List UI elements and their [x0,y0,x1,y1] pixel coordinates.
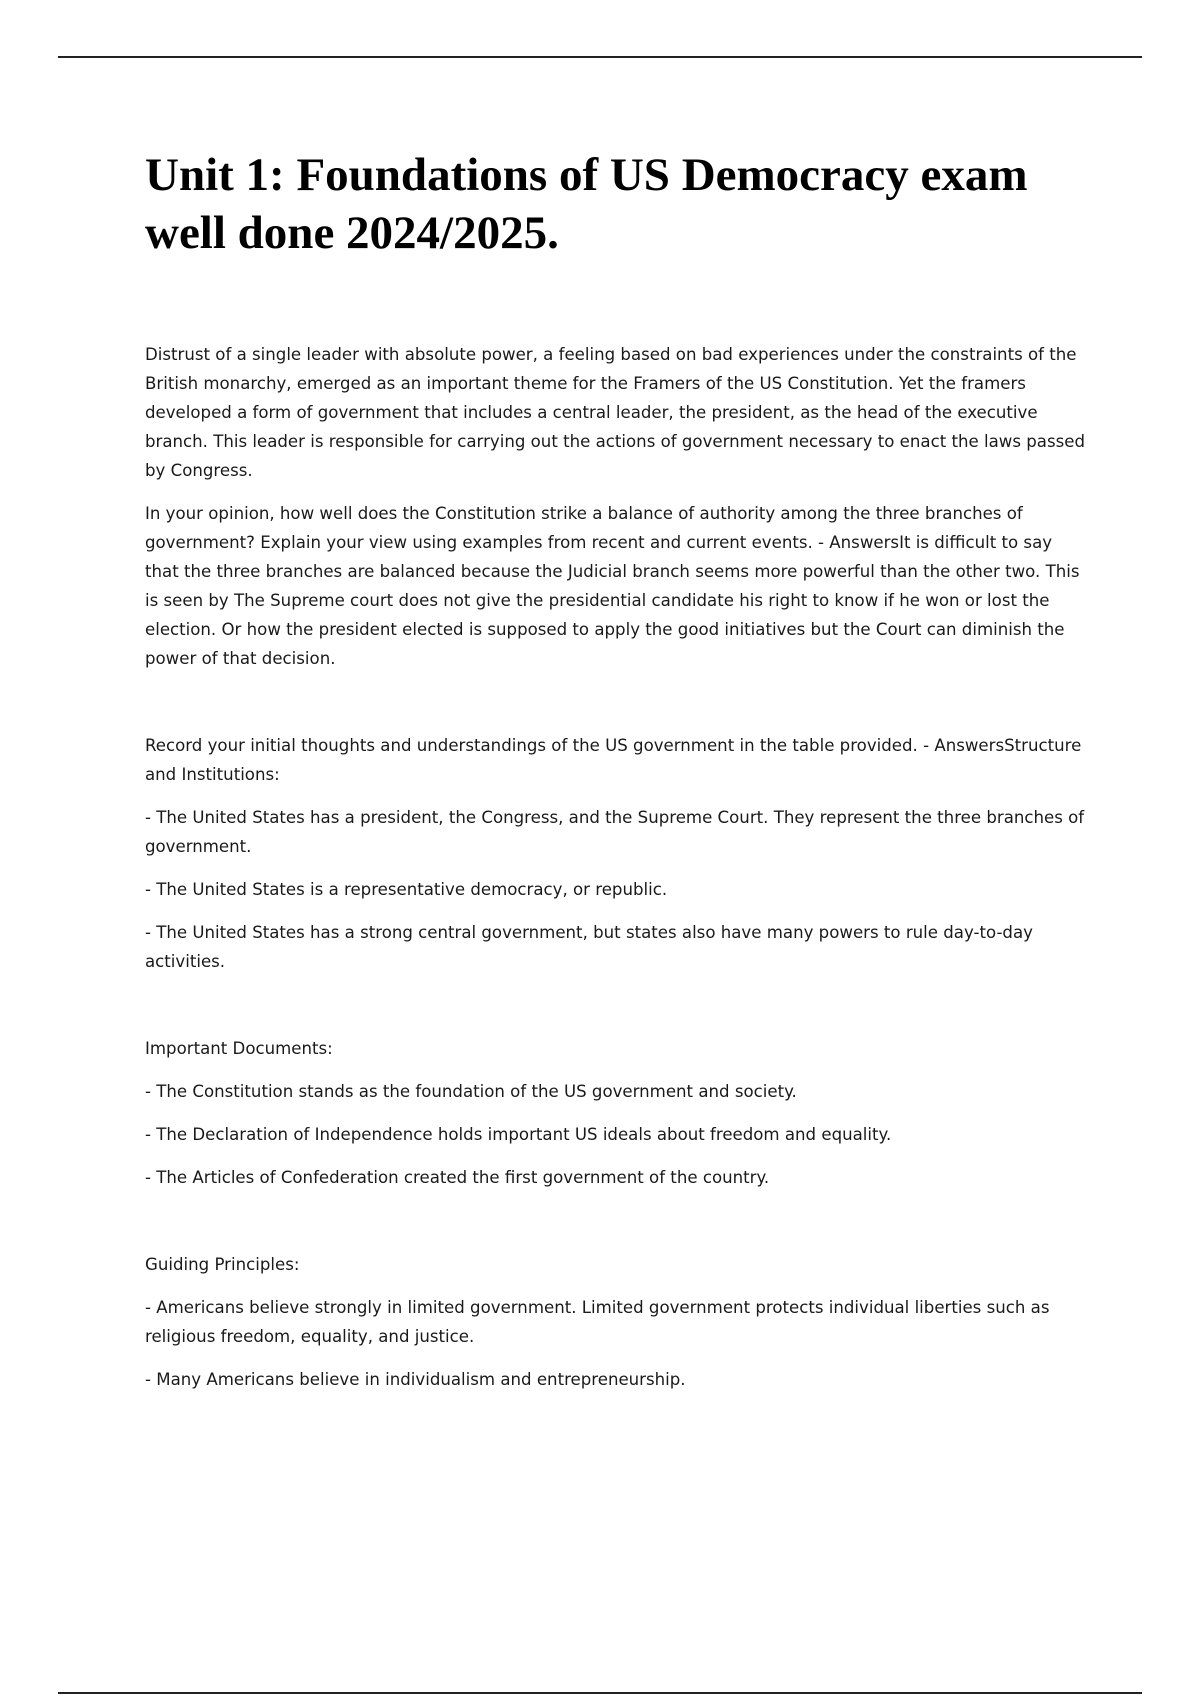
top-divider [58,56,1142,58]
question-initial-thoughts: Record your initial thoughts and understandings of the US government in the table provided. - AnswersStructure and Institutions: [145,736,1082,784]
document-body [145,146,1085,1408]
documents-heading: Important Documents: [145,1039,333,1058]
principles-item: - Many Americans believe in individualism and entrepreneurship. [145,1370,686,1389]
principles-item: - Americans believe strongly in limited government. Limited government protects individual liberties such as religious freedom, equality, and justice. [145,1298,1050,1346]
structure-item: - The United States has a strong central government, but states also have many powers to rule day-to-day activities. [145,923,1033,971]
principles-heading: Guiding Principles: [145,1255,300,1274]
documents-item: - The Articles of Confederation created the first government of the country. [145,1168,770,1187]
structure-item: - The United States has a president, the Congress, and the Supreme Court. They represent the three branches of government. [145,808,1085,856]
documents-item: - The Constitution stands as the foundation of the US government and society. [145,1082,797,1101]
structure-item: - The United States is a representative democracy, or republic. [145,880,668,899]
question-answer-balance: In your opinion, how well does the Constitution strike a balance of authority among the three branches of government? Explain your view using examples from recent and current events. - AnswersIt is difficult to say that the three branches are balanced because the Judicial branch seems more powerful than the other two. This is seen by The Supreme court does not give the presidential candidate his right to know if he won or lost the election. Or how the president elected is supposed to apply the good initiatives but the Court can diminish the power of that decision. [145,504,1080,668]
documents-item: - The Declaration of Independence holds important US ideals about freedom and equality. [145,1125,892,1144]
bottom-divider [58,1692,1142,1694]
document-title: Unit 1: Foundations of US Democracy exam well done 2024/2025. [145,149,1028,259]
intro-paragraph: Distrust of a single leader with absolute power, a feeling based on bad experiences under the constraints of the British monarchy, emerged as an important theme for the Framers of the US Constitution. Yet the framers developed a form of government that includes a central leader, the president, as the head of the executive branch. This leader is responsible for carrying out the actions of government necessary to enact the laws passed by Congress. [145,345,1085,480]
